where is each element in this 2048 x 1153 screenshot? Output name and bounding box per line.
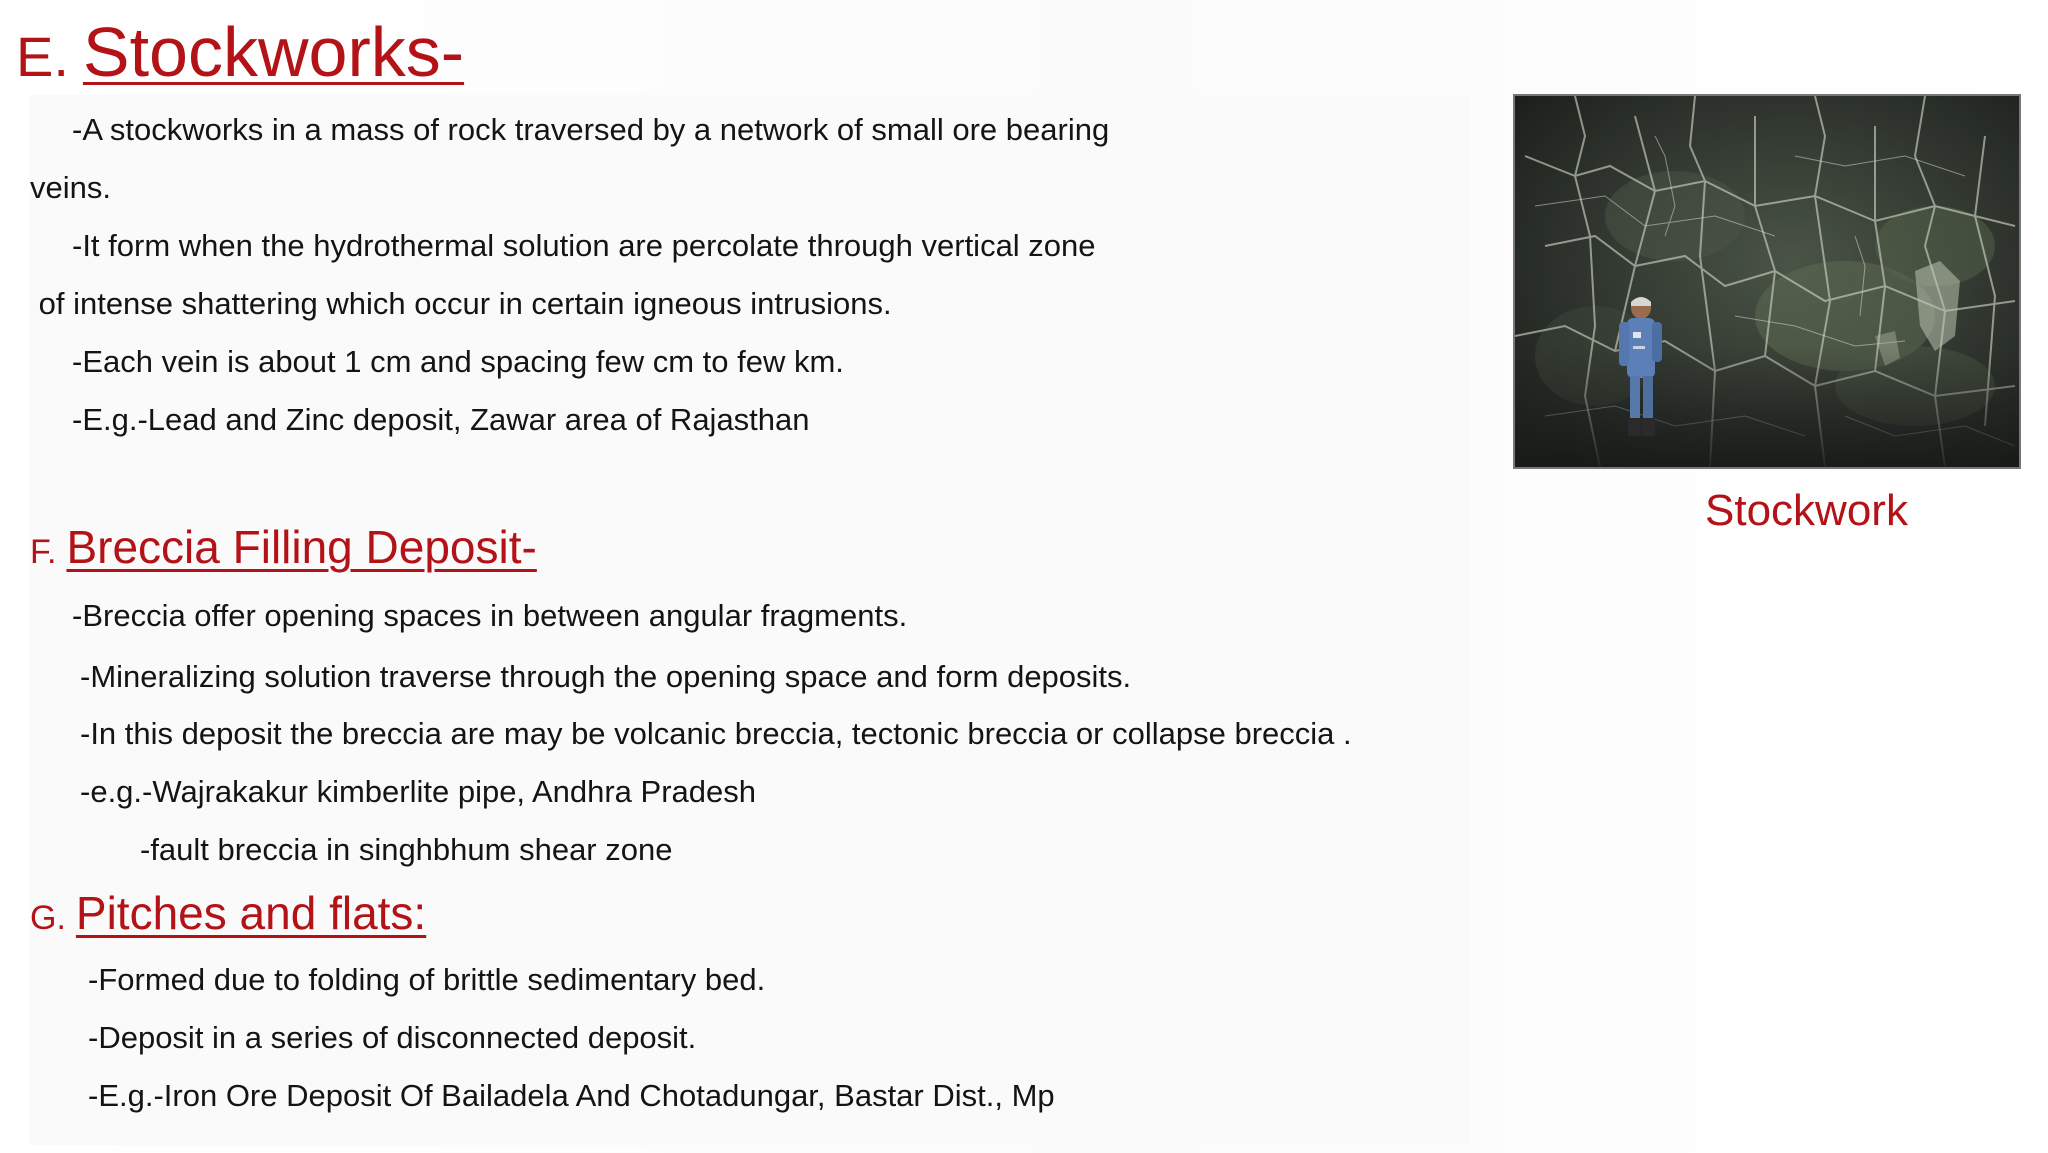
- stockworks-line-5: -Each vein is about 1 cm and spacing few cm to few km.: [72, 344, 844, 379]
- heading-breccia-filling-deposit: [30, 520, 537, 574]
- stockworks-line-6: -E.g.-Lead and Zinc deposit, Zawar area of Rajasthan: [72, 402, 810, 437]
- breccia-line-4: -e.g.-Wajrakakur kimberlite pipe, Andhra Pradesh: [80, 774, 756, 809]
- heading-title-stockworks: Stockworks-: [82, 13, 465, 91]
- heading-letter-e: E.: [16, 25, 69, 88]
- breccia-line-1: -Breccia offer opening spaces in between angular fragments.: [72, 598, 908, 633]
- breccia-line-3: -In this deposit the breccia are may be volcanic breccia, tectonic breccia or collapse breccia .: [80, 716, 1352, 751]
- heading-letter-g: G.: [30, 899, 66, 937]
- heading-letter-f: F.: [30, 533, 57, 571]
- heading-title-pitches: Pitches and flats:: [75, 887, 427, 939]
- stockworks-line-2: veins.: [30, 170, 111, 205]
- stockworks-line-4: of intense shattering which occur in certain igneous intrusions.: [30, 286, 892, 321]
- heading-title-breccia: Breccia Filling Deposit-: [66, 521, 537, 573]
- figure-caption: Stockwork: [1705, 486, 1908, 535]
- stockworks-line-1: -A stockworks in a mass of rock traversed by a network of small ore bearing: [72, 112, 1110, 147]
- heading-pitches-and-flats: [30, 886, 426, 940]
- heading-stockworks: [16, 12, 464, 92]
- pitches-line-1: -Formed due to folding of brittle sedimentary bed.: [88, 962, 766, 997]
- breccia-line-2: -Mineralizing solution traverse through the opening space and form deposits.: [80, 659, 1132, 694]
- breccia-line-5: -fault breccia in singhbhum shear zone: [140, 832, 673, 867]
- stockworks-line-3: -It form when the hydrothermal solution are percolate through vertical zone: [72, 228, 1096, 263]
- stockwork-photo: [1513, 94, 2021, 469]
- pitches-line-3: -E.g.-Iron Ore Deposit Of Bailadela And Chotadungar, Bastar Dist., Mp: [88, 1078, 1055, 1113]
- pitches-line-2: -Deposit in a series of disconnected deposit.: [88, 1020, 697, 1055]
